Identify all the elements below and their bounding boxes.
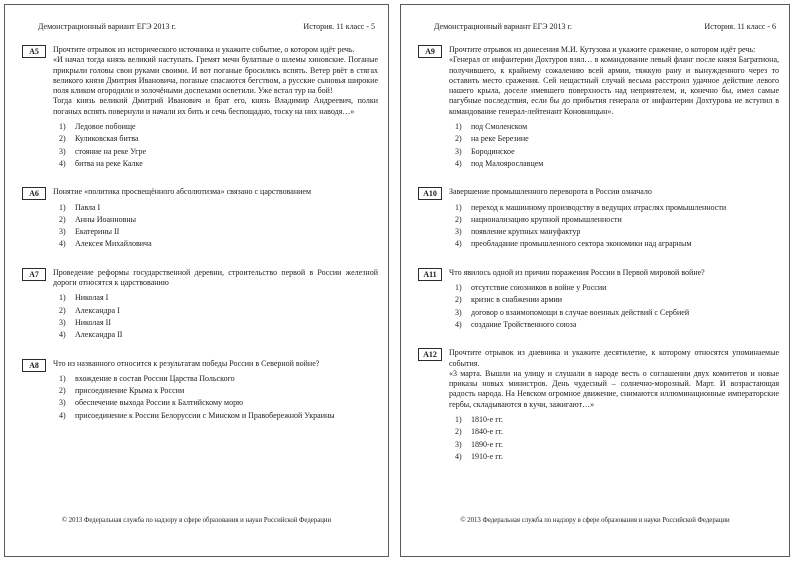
answer-option [455, 415, 779, 425]
option-text: Бородинское [471, 146, 515, 156]
option-text: под Малоярославцем [471, 158, 544, 168]
option-text: Николая II [75, 317, 111, 327]
answer-options [53, 374, 378, 421]
answer-option [455, 427, 779, 437]
questions-column [418, 45, 779, 464]
option-number: 3) [455, 227, 462, 237]
option-number: 2) [455, 214, 462, 224]
option-number: 3) [455, 439, 462, 449]
option-text: Екатерины II [75, 227, 120, 237]
question-label: А6 [22, 187, 46, 200]
question-label: А7 [22, 268, 46, 281]
option-text: Куликовская битва [75, 134, 139, 144]
exam-page-6 [400, 4, 790, 557]
answer-option [455, 147, 779, 157]
question-text: Прочтите отрывок из дневника и укажите десятилетие, к которому относятся упоминаемые события. [449, 348, 779, 368]
answer-options [449, 415, 779, 462]
option-text: преобладание промышленного сектора экономики над аграрным [471, 239, 692, 249]
option-text: Александра II [75, 330, 123, 340]
question-quote: Тогда князь великий Дмитрий Иванович и брат его, князь Владимир Андреевич, полки поганых вспять повернули и начали их бить и сечь беспощадно, тоску на них наводя…» [53, 96, 378, 116]
question-a11 [418, 268, 779, 332]
option-number: 2) [59, 134, 66, 144]
option-text: присоединение Крыма к России [75, 386, 185, 396]
option-number: 2) [455, 427, 462, 437]
option-number: 3) [59, 317, 66, 327]
answer-option [59, 239, 378, 249]
answer-option [455, 452, 779, 462]
option-number: 3) [59, 398, 66, 408]
questions-column [22, 45, 378, 423]
option-text: обеспечение выхода России к Балтийскому морю [75, 398, 244, 408]
answer-option [59, 215, 378, 225]
option-text: Алексея Михайловича [75, 239, 152, 249]
option-number: 4) [59, 330, 66, 340]
question-a7 [22, 268, 378, 343]
option-number: 2) [59, 305, 66, 315]
answer-option [455, 215, 779, 225]
page-header [38, 22, 375, 32]
option-text: 1910-е гг. [471, 451, 503, 461]
answer-option [59, 159, 378, 169]
option-text: создание Тройственного союза [471, 319, 577, 329]
answer-option [59, 306, 378, 316]
answer-option [59, 293, 378, 303]
answer-option [455, 308, 779, 318]
answer-option [59, 318, 378, 328]
question-label: А11 [418, 268, 442, 281]
option-text: появление крупных мануфактур [471, 227, 581, 237]
question-label: А10 [418, 187, 442, 200]
answer-options [449, 122, 779, 169]
document-title: Демонстрационный вариант ЕГЭ 2013 г. [38, 22, 176, 31]
answer-option [59, 386, 378, 396]
option-text: договор о взаимопомощи в случае военных действий с Сербией [471, 307, 690, 317]
option-text: Анны Иоанновны [75, 214, 137, 224]
option-text: присоединение к России Белоруссии с Минском и Правобережной Украины [75, 410, 335, 420]
option-text: отсутствие союзников в войне у России [471, 283, 607, 293]
option-number: 2) [455, 295, 462, 305]
answer-option [455, 283, 779, 293]
option-text: Ледовое побоище [75, 122, 136, 132]
option-number: 3) [59, 146, 66, 156]
option-number: 1) [455, 122, 462, 132]
option-number: 2) [59, 214, 66, 224]
exam-page-5 [4, 4, 389, 557]
answer-option [455, 203, 779, 213]
answer-options [53, 203, 378, 250]
question-a9 [418, 45, 779, 171]
question-text: Понятие «политика просвещённого абсолютизма» связано с царствованием [53, 187, 312, 197]
copyright-footer: © 2013 Федеральная служба по надзору в сфере образования и науки Российской Федерации [460, 517, 730, 524]
question-a12 [418, 348, 779, 464]
option-number: 4) [455, 451, 462, 461]
answer-option [59, 330, 378, 340]
option-text: Николая I [75, 293, 109, 303]
answer-option [59, 147, 378, 157]
answer-option [59, 398, 378, 408]
answer-option [59, 203, 378, 213]
option-text: кризис в снабжении армии [471, 295, 563, 305]
page-number-label: История. 11 класс - 5 [303, 22, 375, 31]
question-text: Что из названного относится к результатам победы России в Северной войне? [53, 358, 320, 368]
answer-option [59, 227, 378, 237]
question-text: Прочтите отрывок из донесения М.И. Кутузова и укажите сражение, о котором идёт речь: [449, 45, 756, 54]
answer-options [53, 122, 378, 169]
page-number-label: История. 11 класс - 6 [704, 22, 776, 31]
copyright-footer: © 2013 Федеральная служба по надзору в сфере образования и науки Российской Федерации [61, 517, 332, 524]
question-label: А9 [418, 45, 442, 58]
question-a10 [418, 187, 779, 251]
answer-option [455, 440, 779, 450]
question-text: Прочтите отрывок из исторического источника и укажите событие, о котором идёт речь. [53, 45, 355, 54]
option-text: 1810-е гг. [471, 415, 503, 425]
option-number: 1) [59, 293, 66, 303]
option-text: стояние на реке Угре [75, 146, 146, 156]
answer-option [455, 134, 779, 144]
question-label: А12 [418, 348, 442, 361]
option-text: национализацию крупной промышленности [471, 214, 622, 224]
question-quote: «Генерал от инфантерии Дохтуров взял… в командование левый фланг после князя Багратиона, получившего, к крайнему сожалению всей армии, тяжкую рану и вынужденного через то оставить место сражения. Сей нещастный случай весьма расстроил удачное действие левого нашего крыла, доселе имевшего поверхность над неприятелем, и, конечно бы, имел самые пагубные последствия, если бы до прибытия генерала от инфантерии Дохтурова не вступил в командование генерал-лейтенант Коновницын». [449, 55, 779, 116]
question-text: Что явилось одной из причин поражения России в Первой мировой войне? [449, 267, 705, 277]
answer-option [59, 411, 378, 421]
answer-option [455, 227, 779, 237]
option-number: 3) [455, 307, 462, 317]
option-text: под Смоленском [471, 122, 528, 132]
question-label: А8 [22, 359, 46, 372]
answer-option [59, 374, 378, 384]
answer-option [455, 122, 779, 132]
option-number: 1) [455, 415, 462, 425]
question-label: А5 [22, 45, 46, 58]
option-text: 1840-е гг. [471, 427, 503, 437]
option-number: 4) [455, 239, 462, 249]
option-number: 4) [59, 410, 66, 420]
question-a6 [22, 187, 378, 251]
option-number: 1) [59, 122, 66, 132]
question-a5 [22, 45, 378, 171]
option-number: 1) [455, 283, 462, 293]
option-number: 4) [455, 319, 462, 329]
page-header [434, 22, 776, 32]
option-number: 4) [455, 158, 462, 168]
question-quote: «3 марта. Вышли на улицу и слушали в народе весть о соглашении двух комитетов и новые приказы новых министров. День чудесный – солнечно-морозный. Март. И возрастающая радость народа. На Невском огромное движение, снимаются иллюминационные императорские гербы, складываются в кучи, зажигают…» [449, 368, 779, 409]
option-text: Павла I [75, 202, 101, 212]
answer-option [455, 295, 779, 305]
option-number: 1) [59, 202, 66, 212]
option-number: 1) [455, 202, 462, 212]
question-a8 [22, 359, 378, 423]
answer-options [449, 203, 779, 250]
option-number: 1) [59, 373, 66, 383]
question-text: Проведение реформы государственной деревни, строительство первой в России железной дороги относятся к царствованию [53, 267, 378, 288]
question-quote: «И начал тогда князь великий наступать. Гремят мечи булатные о шлемы хиновские. Поганые прикрыли головы свои руками своими. И вот поганые бросились вспять. Ветер рвёт в стягах великого князя Дмитрия Ивановича, поганые спасаются бегством, а русские сыновья широкие поля кликом огородили и золочёными доспехами осветили. Уже встал тур на бой! [53, 55, 378, 96]
option-number: 3) [59, 227, 66, 237]
option-text: вхождение в состав России Царства Польского [75, 373, 235, 383]
answer-option [59, 134, 378, 144]
answer-option [455, 239, 779, 249]
option-number: 3) [455, 146, 462, 156]
answer-option [455, 159, 779, 169]
answer-options [53, 293, 378, 340]
option-text: 1890-е гг. [471, 439, 503, 449]
answer-option [455, 320, 779, 330]
option-text: Александра I [75, 305, 120, 315]
question-text: Завершение промышленного переворота в России означало [449, 187, 652, 197]
option-number: 2) [455, 134, 462, 144]
option-text: на реке Березине [471, 134, 529, 144]
document-title: Демонстрационный вариант ЕГЭ 2013 г. [434, 22, 572, 31]
option-text: переход к машинному производству в ведущих отраслях промышленности [471, 202, 727, 212]
option-number: 4) [59, 158, 66, 168]
answer-option [59, 122, 378, 132]
option-text: битва на реке Калке [75, 158, 143, 168]
option-number: 4) [59, 239, 66, 249]
option-number: 2) [59, 386, 66, 396]
answer-options [449, 283, 779, 330]
